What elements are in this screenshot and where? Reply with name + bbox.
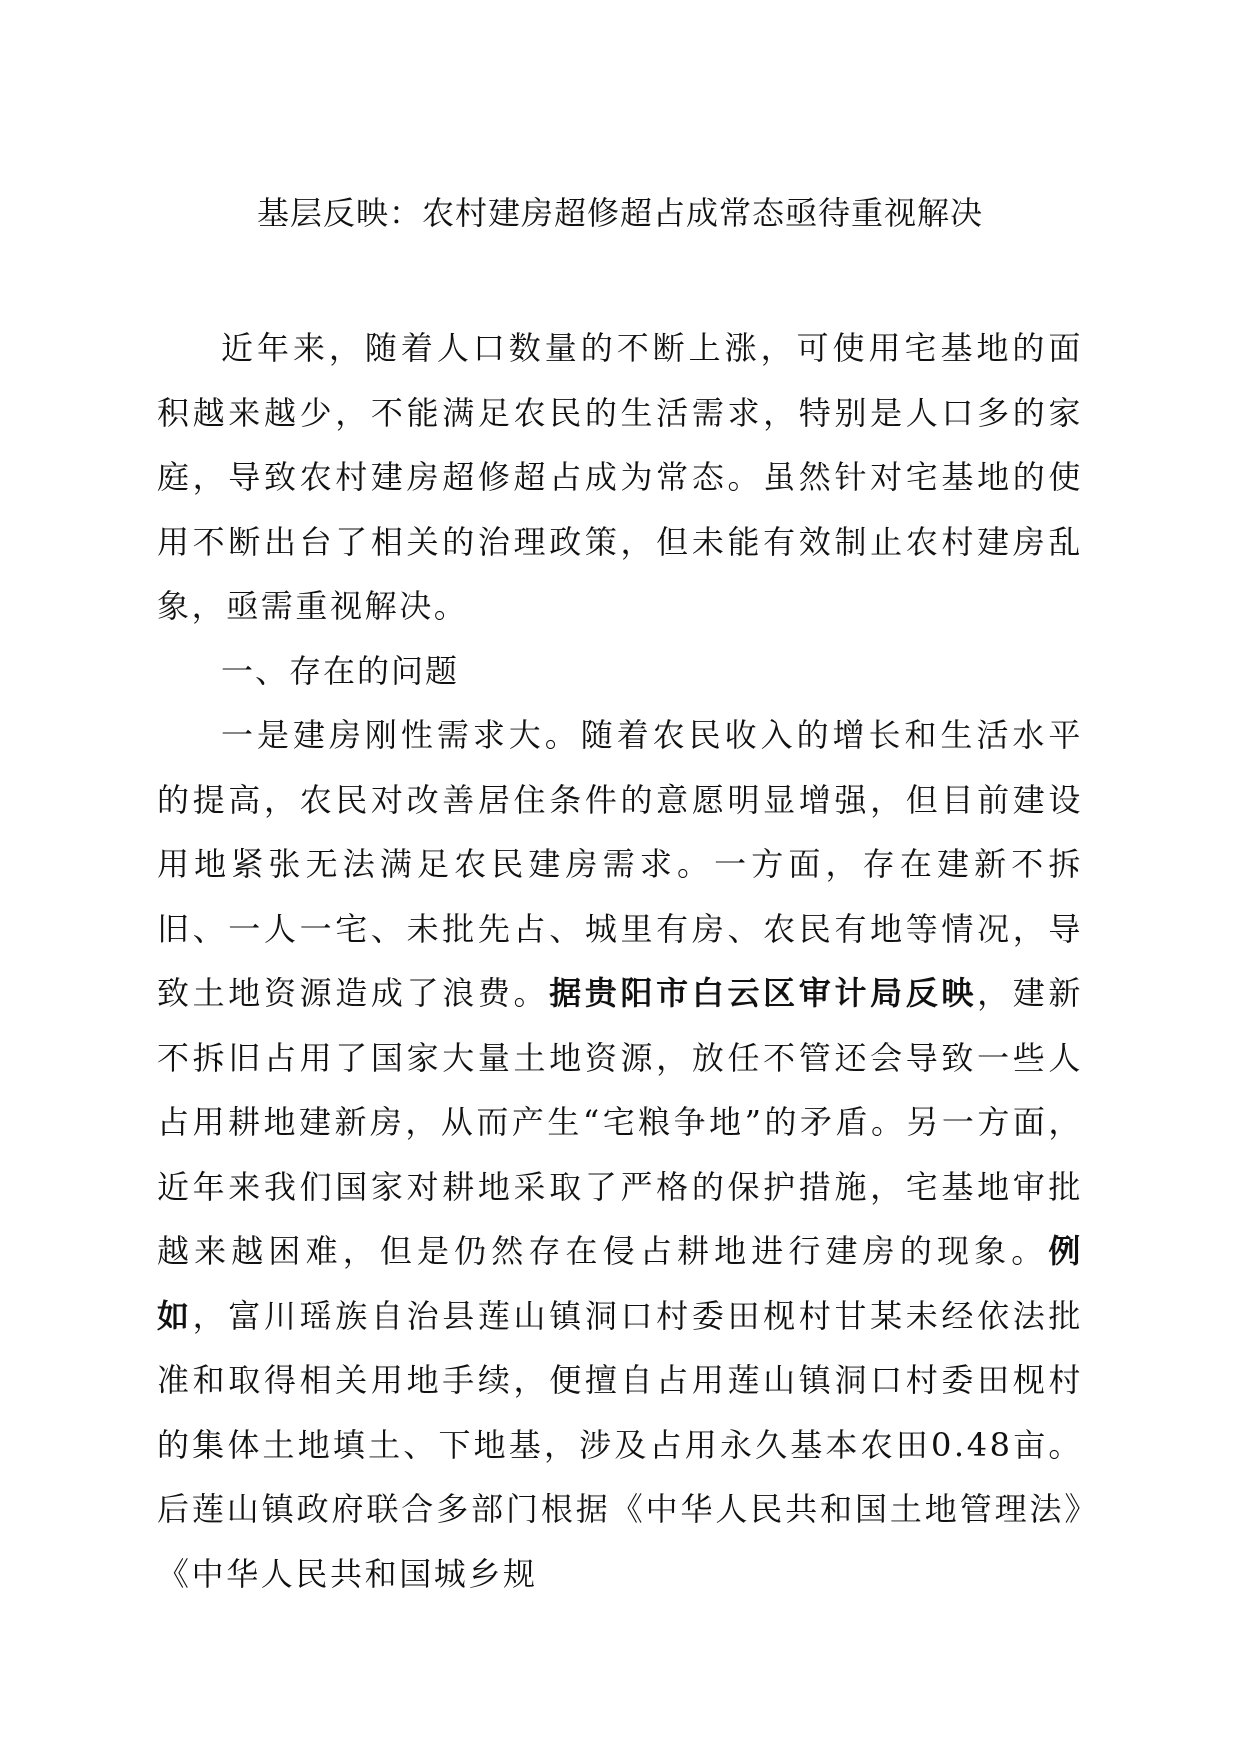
intro-paragraph: 近年来，随着人口数量的不断上涨，可使用宅基地的面积越来越少，不能满足农民的生活需求，特别是人口多的家庭，导致农村建房超修超占成为常态。虽然针对宅基地的使用不断出台了相关的治理政策，但未能有效制止农村建房乱象，亟需重视解决。 — [157, 329, 1083, 625]
problem-one-paragraph — [157, 703, 1083, 1606]
document-body — [157, 316, 1083, 1606]
paragraph-text: ，富川瑶族自治县莲山镇洞口村委田枧村甘某未经依法批准和取得相关用地手续，便擅自占用莲山镇洞口村委田枧村的集体土地填土、下地基，涉及占用永久基本农田0.48亩。后莲山镇政府联合多部门根据《中华人民共和国土地管理法》《中华人民共和国城乡规 — [157, 1296, 1083, 1593]
paragraph-text: 一是建房刚性需求大。随着农民收入的增长和生活水平的提高，农民对改善居住条件的意愿明显增强，但目前建设用地紧张无法满足农民建房需求。一方面，存在建新不拆旧、一人一宅、未批先占、城里有房、农民有地等情况，导致土地资源造成了浪费。 — [157, 716, 1083, 1012]
section-heading-problems: 一、存在的问题 — [221, 651, 460, 690]
paragraph-text: ，建新不拆旧占用了国家大量土地资源，放任不管还会导致一些人占用耕地建新房，从而产生“宅粮争地”的矛盾。另一方面，近年来我们国家对耕地采取了严格的保护措施，宅基地审批越来越困难，但是仍然存在侵占耕地进行建房的现象。 — [157, 974, 1084, 1270]
example-label: 例如 — [157, 1232, 1083, 1335]
source-attribution: 据贵阳市白云区审计局反映 — [549, 974, 978, 1012]
document-title: 基层反映：农村建房超修超占成常态亟待重视解决 — [256, 194, 983, 232]
